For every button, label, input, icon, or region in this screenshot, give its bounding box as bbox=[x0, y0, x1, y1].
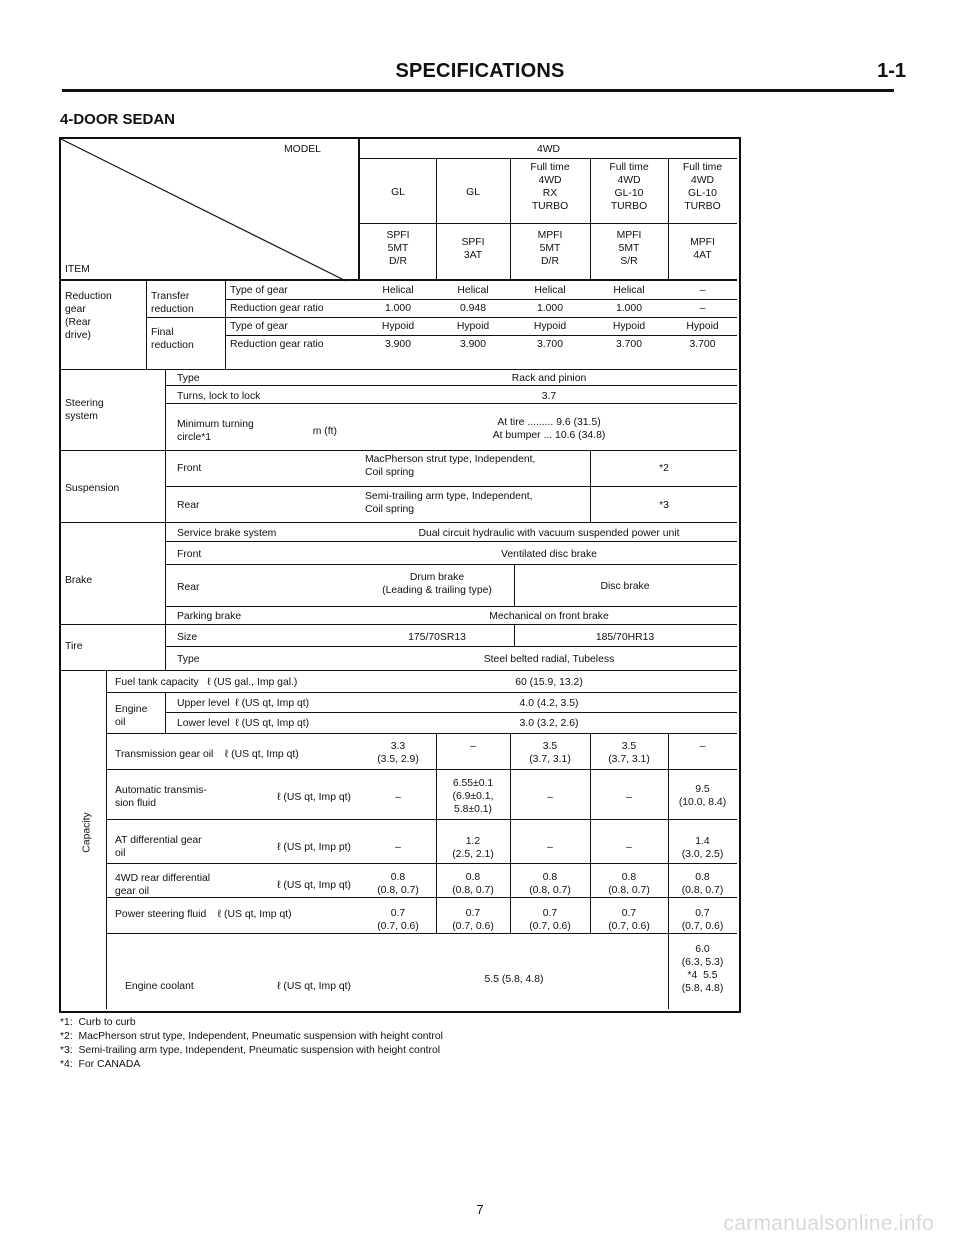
value-cell: – bbox=[547, 792, 553, 803]
value-cell: Semi-trailing arm type, Independent, Coil spring bbox=[365, 491, 533, 515]
corner-model-label: MODEL bbox=[284, 144, 321, 155]
row-label: Engine coolant bbox=[125, 981, 194, 992]
table-rule bbox=[225, 317, 737, 318]
table-rule bbox=[225, 299, 737, 300]
table-rule bbox=[225, 335, 737, 336]
value-cell: 0.8 (0.8, 0.7) bbox=[681, 872, 724, 896]
value-cell: Hypoid bbox=[456, 321, 490, 332]
table-rule bbox=[360, 158, 737, 159]
table-rule bbox=[106, 670, 107, 1009]
value-cell: Helical bbox=[457, 285, 489, 296]
model-name-header: GL bbox=[391, 187, 405, 198]
value-cell: 1.000 bbox=[384, 303, 411, 314]
value-cell: 3.700 bbox=[689, 339, 716, 350]
footnote: *2: MacPherson strut type, Independent, Pneumatic suspension with height control bbox=[60, 1031, 443, 1042]
table-rule bbox=[165, 541, 737, 542]
table-rule bbox=[59, 279, 737, 281]
group-capacity: Capacity bbox=[81, 812, 93, 853]
value-cell: Helical bbox=[382, 285, 414, 296]
section-title: 4-DOOR SEDAN bbox=[60, 111, 176, 128]
value-cell: 5.5 (5.8, 4.8) bbox=[484, 974, 544, 985]
value-cell: Rack and pinion bbox=[511, 373, 587, 384]
value-cell: 60 (15.9, 13.2) bbox=[515, 677, 583, 688]
value-cell: Mechanical on front brake bbox=[489, 611, 609, 622]
model-spec-header: MPFI 5MT S/R bbox=[616, 230, 642, 267]
table-rule bbox=[106, 933, 737, 934]
model-spec-header: SPFI 5MT D/R bbox=[386, 230, 410, 267]
value-cell: Hypoid bbox=[533, 321, 567, 332]
value-cell: – bbox=[547, 842, 553, 853]
footnote: *1: Curb to curb bbox=[60, 1017, 136, 1028]
value-cell: 0.8 (0.8, 0.7) bbox=[608, 872, 650, 896]
group-brake: Brake bbox=[65, 575, 93, 586]
unit-label: ℓ (US qt, Imp qt) bbox=[277, 981, 351, 992]
value-cell: 1.2 (2.5, 2.1) bbox=[452, 836, 494, 860]
drive-header: 4WD bbox=[536, 144, 561, 155]
table-rule bbox=[106, 733, 737, 734]
value-cell: 6.0 (6.3, 5.3) *4 5.5 (5.8, 4.8) bbox=[681, 944, 724, 994]
table-rule bbox=[165, 403, 737, 404]
value-cell: – bbox=[395, 842, 401, 853]
unit-label: ℓ (US qt, Imp qt) bbox=[277, 792, 351, 803]
value-cell: 3.700 bbox=[536, 339, 563, 350]
model-name-header: Full time 4WD GL-10 TURBO bbox=[682, 162, 723, 212]
value-cell: 3.3 (3.5, 2.9) bbox=[377, 741, 419, 765]
row-label: Rear bbox=[177, 582, 200, 593]
value-cell: Helical bbox=[534, 285, 566, 296]
value-cell: MacPherson strut type, Independent, Coil spring bbox=[365, 454, 536, 478]
row-label: 4WD rear differential gear oil bbox=[115, 873, 211, 897]
table-rule bbox=[106, 863, 737, 864]
row-label: Transmission gear oil ℓ (US qt, Imp qt) bbox=[115, 749, 299, 760]
value-cell: 0.8 (0.8, 0.7) bbox=[452, 872, 494, 896]
value-cell: 3.900 bbox=[384, 339, 411, 350]
page-ref: 1-1 bbox=[877, 60, 906, 82]
value-cell: – bbox=[470, 741, 476, 752]
row-label: Fuel tank capacity ℓ (US gal., Imp gal.) bbox=[115, 677, 298, 688]
table-rule bbox=[146, 317, 225, 318]
value-cell: – bbox=[699, 303, 706, 314]
row-label: Automatic transmis- sion fluid bbox=[115, 785, 207, 809]
value-cell: 3.900 bbox=[459, 339, 486, 350]
value-cell: 9.5 (10.0, 8.4) bbox=[678, 784, 727, 808]
row-label: Service brake system bbox=[177, 528, 277, 539]
row-label: Type bbox=[177, 373, 200, 384]
value-cell: 1.4 (3.0, 2.5) bbox=[681, 836, 724, 860]
row-label: Minimum turning circle*1 bbox=[177, 419, 254, 443]
table-rule bbox=[165, 486, 737, 487]
table-rule bbox=[106, 692, 737, 693]
group-final-reduction: Final reduction bbox=[151, 327, 194, 351]
row-label: AT differential gear oil bbox=[115, 835, 202, 859]
footnote-ref: *2 bbox=[659, 463, 669, 474]
table-rule bbox=[165, 385, 737, 386]
unit-label: ℓ (US pt, Imp pt) bbox=[277, 842, 351, 853]
table-rule bbox=[59, 450, 737, 451]
value-cell: Steel belted radial, Tubeless bbox=[483, 654, 615, 665]
value-cell: Ventilated disc brake bbox=[501, 549, 597, 560]
table-rule bbox=[165, 712, 737, 713]
model-name-header: Full time 4WD RX TURBO bbox=[530, 162, 570, 212]
row-label: Power steering fluid ℓ (US qt, Imp qt) bbox=[115, 909, 292, 920]
row-label: Reduction gear ratio bbox=[230, 303, 324, 314]
value-cell: 0.8 (0.8, 0.7) bbox=[529, 872, 571, 896]
row-label: Front bbox=[177, 549, 202, 560]
value-cell: 3.700 bbox=[615, 339, 642, 350]
table-rule bbox=[59, 670, 737, 671]
value-cell: – bbox=[395, 792, 401, 803]
value-cell: 0.8 (0.8, 0.7) bbox=[377, 872, 419, 896]
row-label: Reduction gear ratio bbox=[230, 339, 324, 350]
table-rule bbox=[106, 769, 737, 770]
page-title: SPECIFICATIONS bbox=[395, 60, 565, 82]
value-cell: Hypoid bbox=[686, 321, 719, 332]
value-cell: 4.0 (4.2, 3.5) bbox=[519, 698, 579, 709]
table-rule bbox=[165, 624, 166, 670]
table-rule bbox=[165, 564, 737, 565]
row-label: Parking brake bbox=[177, 611, 242, 622]
value-cell: – bbox=[699, 285, 706, 296]
value-cell: 3.7 bbox=[541, 391, 557, 402]
value-cell: Hypoid bbox=[381, 321, 415, 332]
value-cell: – bbox=[626, 792, 632, 803]
footnote: *4: For CANADA bbox=[60, 1059, 141, 1070]
footnote: *3: Semi-trailing arm type, Independent, Pneumatic suspension with height control bbox=[60, 1045, 441, 1056]
value-cell: 185/70HR13 bbox=[595, 632, 655, 643]
footnote-ref: *3 bbox=[659, 500, 669, 511]
watermark: carmanualsonline.info bbox=[723, 1212, 934, 1235]
table-rule bbox=[59, 624, 737, 625]
row-label: Size bbox=[177, 632, 198, 643]
row-label: Upper level ℓ (US qt, Imp qt) bbox=[177, 698, 310, 709]
value-cell: Dual circuit hydraulic with vacuum suspended power unit bbox=[418, 528, 680, 539]
value-cell: At tire ......... 9.6 (31.5) At bumper ... 10.6 (34.8) bbox=[492, 417, 606, 441]
value-cell: 0.7 (0.7, 0.6) bbox=[681, 908, 724, 932]
group-tire: Tire bbox=[65, 641, 83, 652]
page-number: 7 bbox=[476, 1202, 484, 1217]
value-cell: Drum brake (Leading & trailing type) bbox=[382, 572, 492, 596]
value-cell: 1.000 bbox=[615, 303, 642, 314]
row-label: Lower level ℓ (US qt, Imp qt) bbox=[177, 718, 310, 729]
model-name-header: GL bbox=[466, 187, 480, 198]
spec-table bbox=[59, 137, 741, 1013]
value-cell: 6.55±0.1 (6.9±0.1, 5.8±0.1) bbox=[452, 778, 494, 815]
value-cell: Disc brake bbox=[600, 581, 650, 592]
group-transfer-reduction: Transfer reduction bbox=[151, 291, 194, 315]
value-cell: 0.948 bbox=[459, 303, 486, 314]
row-label: Front bbox=[177, 463, 202, 474]
value-cell: 0.7 (0.7, 0.6) bbox=[452, 908, 494, 932]
value-cell: 3.5 (3.7, 3.1) bbox=[608, 741, 650, 765]
table-rule bbox=[59, 522, 737, 523]
value-cell: 3.0 (3.2, 2.6) bbox=[519, 718, 579, 729]
model-spec-header: SPFI 3AT bbox=[461, 237, 485, 261]
table-rule bbox=[165, 606, 737, 607]
row-label: Turns, lock to lock bbox=[177, 391, 261, 402]
table-rule bbox=[360, 223, 737, 224]
group-steering: Steering system bbox=[65, 398, 104, 422]
group-reduction-gear: Reduction gear (Rear drive) bbox=[65, 291, 112, 341]
table-rule bbox=[165, 522, 166, 624]
table-rule bbox=[106, 819, 737, 820]
unit-label: ℓ (US qt, Imp qt) bbox=[277, 880, 351, 891]
value-cell: 175/70SR13 bbox=[408, 632, 466, 643]
table-rule bbox=[165, 646, 737, 647]
value-cell: Hypoid bbox=[612, 321, 646, 332]
header-rule bbox=[62, 89, 894, 92]
table-rule bbox=[146, 281, 147, 369]
row-label: Type of gear bbox=[230, 285, 288, 296]
model-name-header: Full time 4WD GL-10 TURBO bbox=[609, 162, 649, 212]
group-suspension: Suspension bbox=[65, 483, 120, 494]
corner-item-label: ITEM bbox=[65, 264, 90, 275]
unit-label: m (ft) bbox=[312, 426, 337, 437]
value-cell: 0.7 (0.7, 0.6) bbox=[377, 908, 419, 932]
table-rule bbox=[225, 281, 226, 369]
row-label: Type bbox=[177, 654, 200, 665]
value-cell: – bbox=[699, 741, 706, 752]
footnotes bbox=[60, 1016, 443, 1072]
value-cell: 3.5 (3.7, 3.1) bbox=[529, 741, 571, 765]
table-rule bbox=[106, 897, 737, 898]
model-spec-header: MPFI 4AT bbox=[690, 237, 715, 261]
value-cell: 1.000 bbox=[536, 303, 563, 314]
table-rule bbox=[59, 369, 737, 370]
row-label: Engine oil bbox=[115, 704, 148, 728]
value-cell: Helical bbox=[613, 285, 645, 296]
row-label: Type of gear bbox=[230, 321, 288, 332]
value-cell: – bbox=[626, 842, 632, 853]
value-cell: 0.7 (0.7, 0.6) bbox=[529, 908, 571, 932]
value-cell: 0.7 (0.7, 0.6) bbox=[608, 908, 650, 932]
model-spec-header: MPFI 5MT D/R bbox=[537, 230, 563, 267]
row-label: Rear bbox=[177, 500, 200, 511]
